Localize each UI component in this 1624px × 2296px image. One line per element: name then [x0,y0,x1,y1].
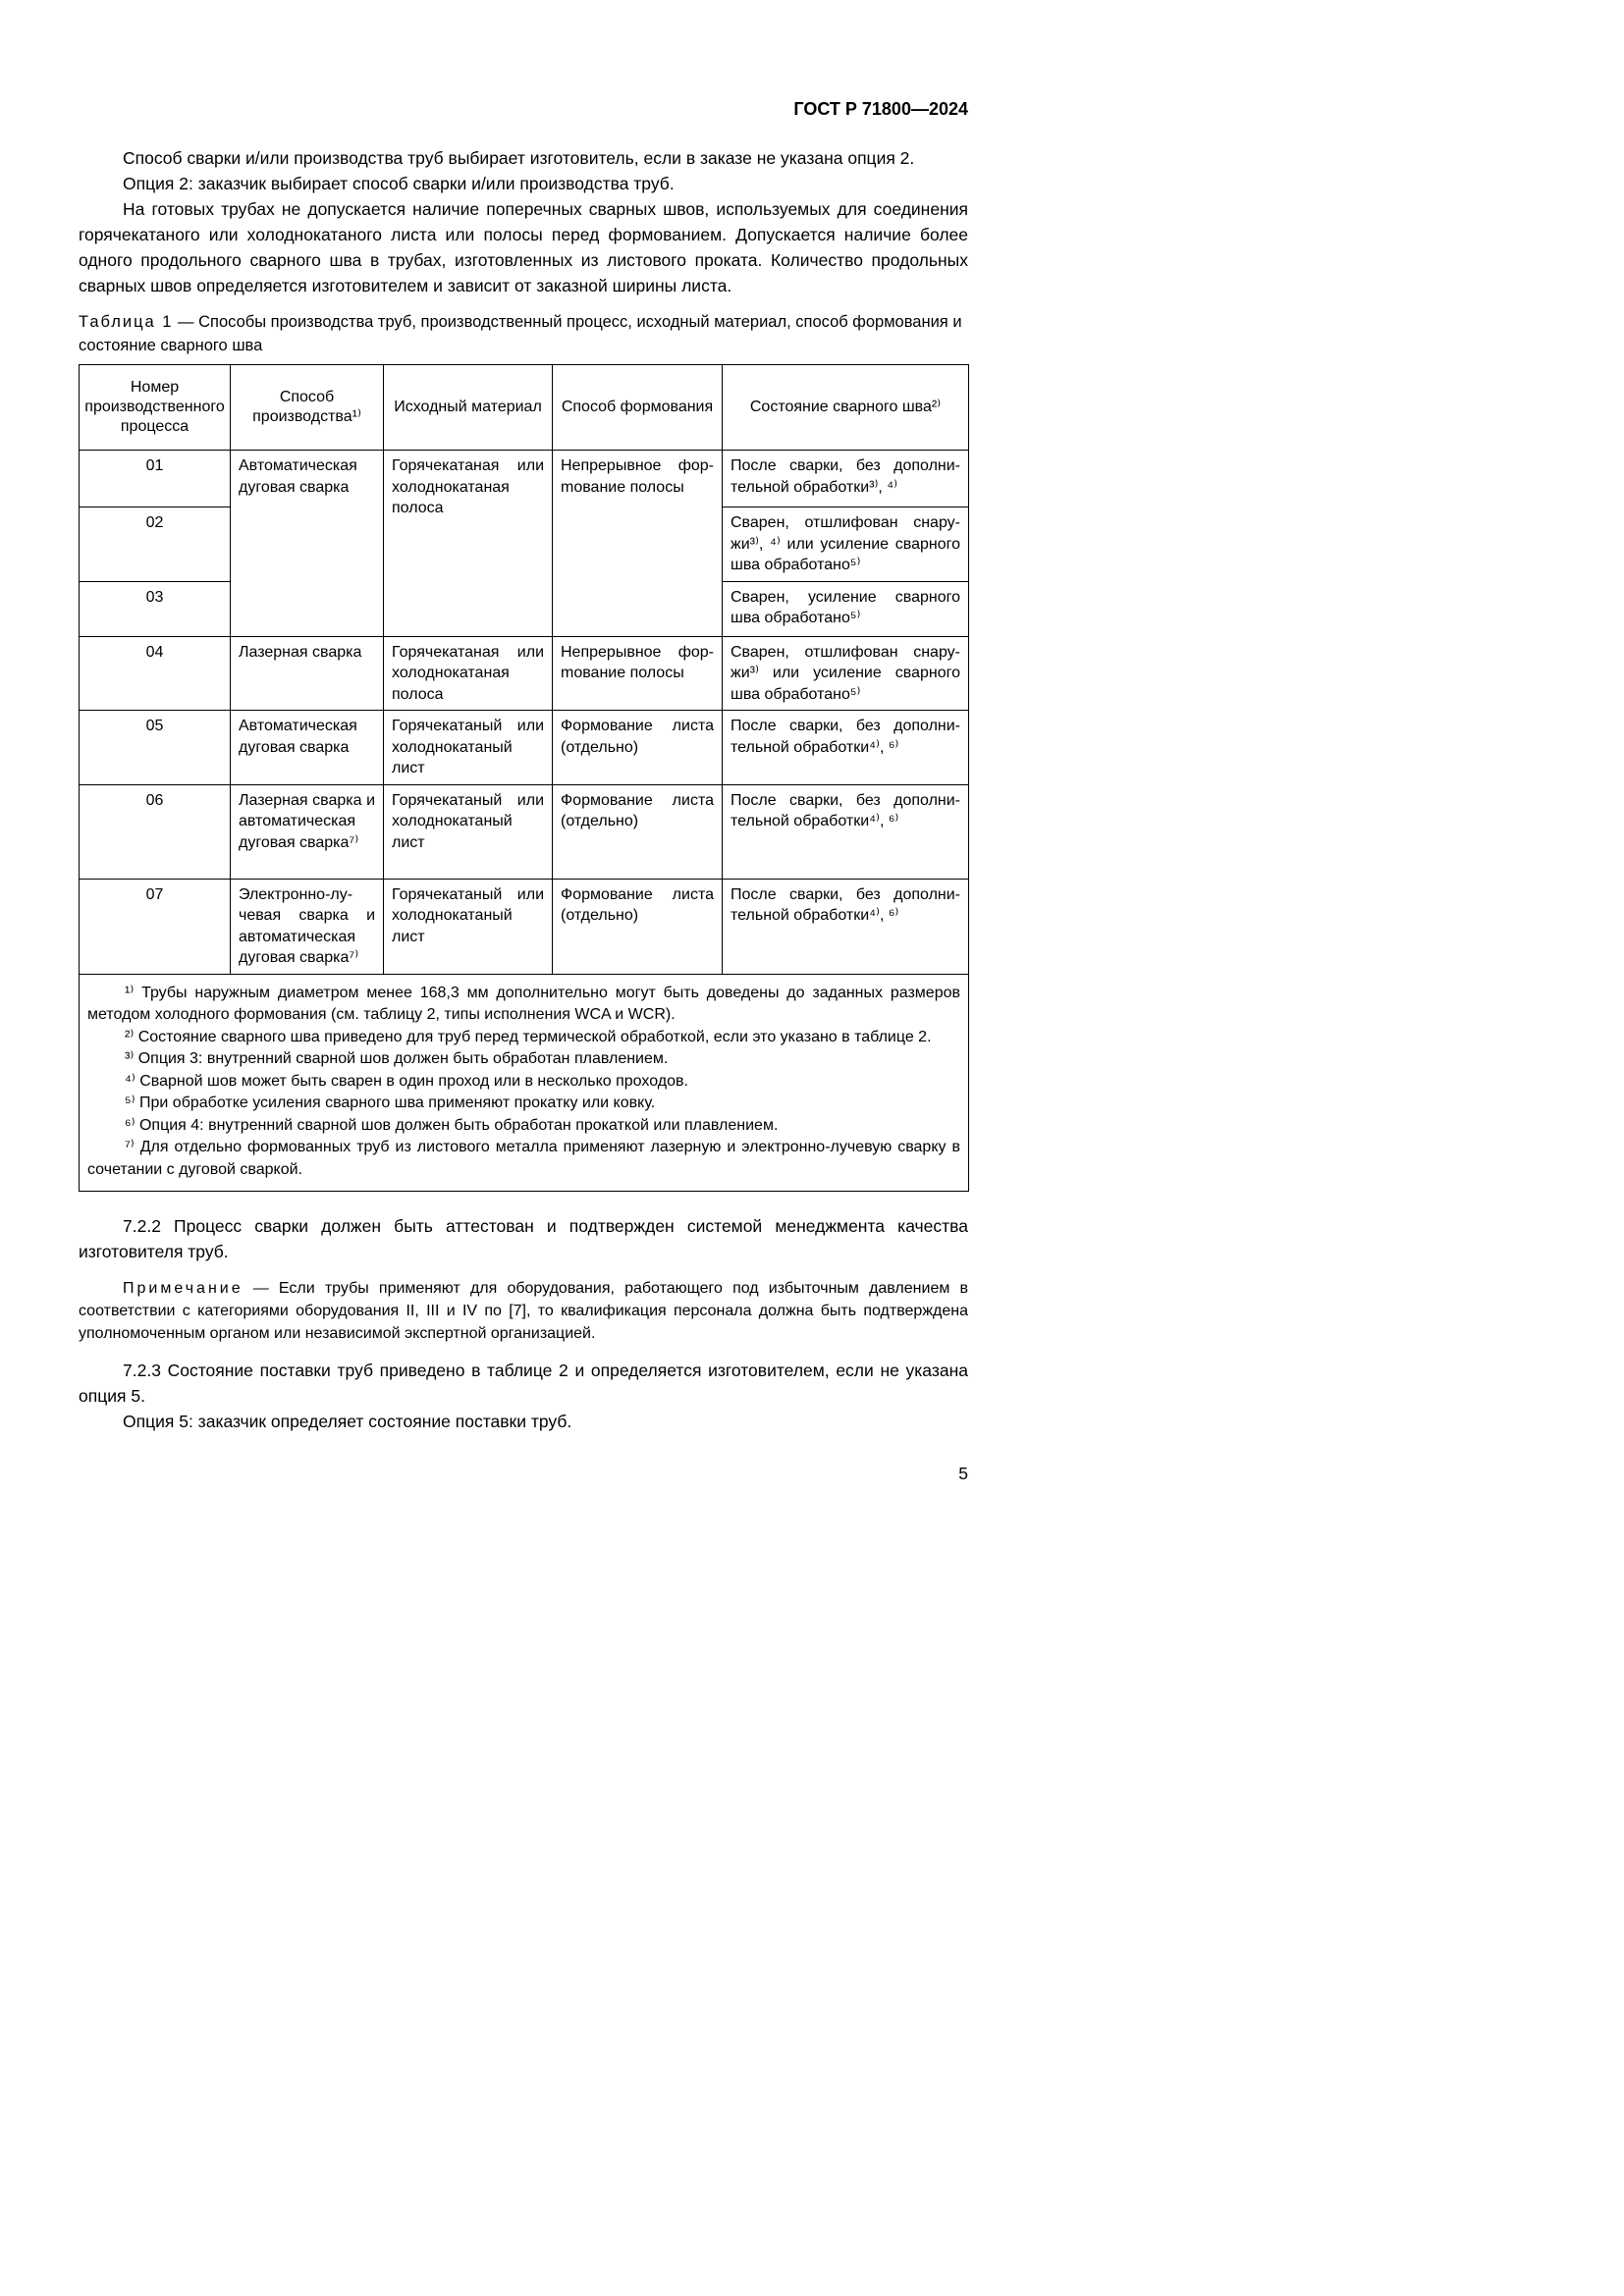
col-header-process-number: Номер производственного процесса [80,365,231,451]
cell-state-06: После сварки, без дополнительной обработки⁴⁾, ⁶⁾ [723,784,969,879]
table-row-06 [80,784,969,879]
table-row-01 [80,451,969,507]
cell-method-01-03: Автоматическая дуговая сварка [231,451,384,637]
cell-forming-06: Формование листа (отдельно) [553,784,723,879]
cell-process-05: 05 [80,711,231,785]
col-header-production-method: Способ производства¹⁾ [231,365,384,451]
cell-process-07: 07 [80,879,231,974]
cell-process-04: 04 [80,636,231,711]
cell-process-06: 06 [80,784,231,879]
cell-material-01-03: Горячекатаная или холоднокатаная полоса [384,451,553,637]
paragraph-weld-method-choice: Способ сварки и/или производства труб выбирает изготовитель, если в заказе не указана опция 2. [123,148,915,168]
document-page [79,98,968,1484]
table-1-caption-text: — Способы производства труб, производственный процесс, исходный материал, способ формования и состояние сварного шва [79,313,962,354]
footnote-2: ²⁾ Состояние сварного шва приведено для труб перед термической обработкой, если это указано в таблице 2. [125,1028,932,1045]
table-footnotes-cell [80,974,969,1192]
col-header-forming-method: Способ формования [553,365,723,451]
cell-state-04: Сварен, отшлифован снаружи³⁾ или усиление сварного шва обработано⁵⁾ [723,636,969,711]
cell-method-05: Автоматическая дуговая сварка [231,711,384,785]
cell-state-03: Сварен, усиление сварного шва обработано⁵⁾ [723,581,969,636]
cell-material-06: Горячекатаный или холоднокатаный лист [384,784,553,879]
table-1-caption [79,310,968,357]
cell-forming-04: Непрерывное форmование полосы [553,636,723,711]
table-row-05 [80,711,969,785]
footnote-1: ¹⁾ Трубы наружным диаметром менее 168,3 мм дополнительно могут быть доведены до заданных размеров методом холодного формования (см. таблицу 2, типы исполнения WCA и WCR). [87,984,960,1023]
footnote-7: ⁷⁾ Для отдельно формованных труб из листового металла применяют лазерную и электронно-лучевую сварку в сочетании с дуговой сваркой. [87,1139,960,1178]
table-1 [79,364,969,1192]
cell-process-03: 03 [80,581,231,636]
cell-forming-07: Формование листа (отдельно) [553,879,723,974]
note-text: — Если трубы применяют для оборудования, работающего под избыточным давлением в соответствии с категориями оборудования II, III и IV по [7], то квалификация персонала должна быть подтверждена уполномоченным органом или независимой экспертной организацией. [79,1280,968,1342]
table-1-caption-label: Таблица 1 [79,313,174,331]
cell-process-02: 02 [80,507,231,582]
footnote-3: ³⁾ Опция 3: внутренний сварной шов должен быть обработан плавлением. [125,1050,669,1067]
cell-method-07: Электронно-лучевая сварка и автоматическая дуговая сварка⁷⁾ [231,879,384,974]
clause-7-2-2: 7.2.2 Процесс сварки должен быть аттестован и подтвержден системой менеджмента качества изготовителя труб. [79,1216,968,1261]
cell-process-01: 01 [80,451,231,507]
clause-7-2-3: 7.2.3 Состояние поставки труб приведено в таблице 2 и определяется изготовителем, если не указана опция 5. [79,1361,968,1406]
table-row-07 [80,879,969,974]
table-row-04 [80,636,969,711]
cell-state-01: После сварки, без дополнительной обработки³⁾, ⁴⁾ [723,451,969,507]
table-footnotes-row [80,974,969,1192]
col-header-weld-state: Состояние сварного шва²⁾ [723,365,969,451]
paragraph-transverse-seams: На готовых трубах не допускается наличие поперечных сварных швов, используемых для соединения горячекатаного или холоднокатаного листа или полосы перед формованием. Допускается наличие более одного продольного сварного шва в трубах, изготовленных из листового проката. Количество продольных сварных швов определяется изготовителем и зависит от заказной ширины листа. [79,199,968,295]
col-header-source-material: Исходный материал [384,365,553,451]
note-paragraph [79,1277,968,1345]
footnote-5: ⁵⁾ При обработке усиления сварного шва применяют прокатку или ковку. [125,1095,656,1111]
footnote-4: ⁴⁾ Сварной шов может быть сварен в один проход или в несколько проходов. [125,1072,688,1090]
cell-state-07: После сварки, без дополнительной обработки⁴⁾, ⁶⁾ [723,879,969,974]
page-number: 5 [958,1464,968,1483]
cell-material-04: Горячекатаная или холоднокатаная полоса [384,636,553,711]
cell-method-04: Лазерная сварка [231,636,384,711]
cell-state-05: После сварки, без дополнительной обработки⁴⁾, ⁶⁾ [723,711,969,785]
cell-state-02: Сварен, отшлифован снаружи³⁾, ⁴⁾ или усиление сварного шва обработано⁵⁾ [723,507,969,582]
paragraph-option-5: Опция 5: заказчик определяет состояние поставки труб. [123,1412,572,1431]
footnote-6: ⁶⁾ Опция 4: внутренний сварной шов должен быть обработан прокаткой или плавлением. [125,1116,779,1134]
cell-forming-01-03: Непрерывное форmование полосы [553,451,723,637]
table-1-header-row [80,365,969,451]
cell-material-05: Горячекатаный или холоднокатаный лист [384,711,553,785]
paragraph-option-2: Опция 2: заказчик выбирает способ сварки и/или производства труб. [123,174,675,193]
cell-forming-05: Формование листа (отдельно) [553,711,723,785]
note-label: Примечание [123,1280,244,1297]
cell-method-06: Лазерная сварка и автоматическая дуговая сварка⁷⁾ [231,784,384,879]
cell-material-07: Горячекатаный или холоднокатаный лист [384,879,553,974]
doc-number-header: ГОСТ Р 71800—2024 [793,99,968,119]
